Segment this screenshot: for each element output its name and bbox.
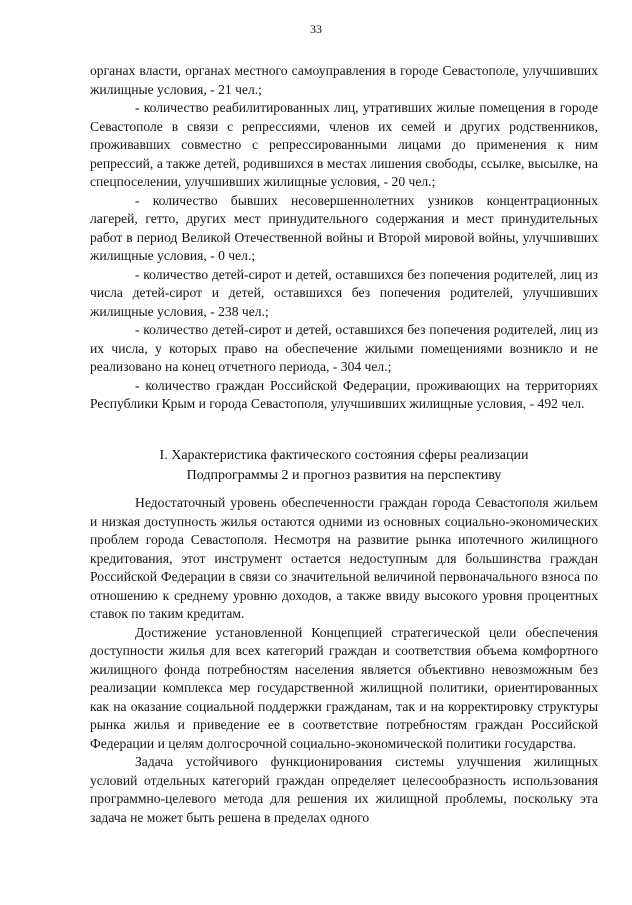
paragraph: Достижение установленной Концепцией стратегической цели обеспечения доступности жилья для всех категорий граждан и соответствия объема комфортного жилищного фонда потребностям населения является объективно невозможным без реализации комплекса мер государственной жилищной политики, ориентированных как на оказание социальной поддержки гражданам, так и на корректировку структуры рынка жилья и приведение ее в соответствие потребностям граждан Российской Федерации и целям долгосрочной социально-экономической политики государства.	[90, 624, 598, 751]
paragraph: Задача устойчивого функционирования системы улучшения жилищных условий отдельных категорий граждан определяет целесообразность использования программно-целевого метода для решения их жилищной проблемы, поскольку эта задача не может быть решена в пределах одного	[90, 754, 598, 825]
section-heading-line: Подпрограммы 2 и прогноз развития на перспективу	[186, 468, 502, 483]
list-item: - количество реабилитированных лиц, утративших жилые помещения в городе Севастополе в связи с репрессиями, членов их семей и других родственников, проживавших совместно с репрессированными лицами до применения к ним репрессий, а также детей, родившихся в местах лишения свободы, ссылке, высылке, на спецпоселении, улучшивших жилищные условия, - 20 чел.;	[90, 100, 598, 189]
list-item: - количество бывших несовершеннолетних узников концентрационных лагерей, гетто, других мест принудительного содержания и мест принудительных работ в период Великой Отечественной войны и Второй мировой войны, улучшивших жилищные условия, - 0 чел.;	[90, 192, 598, 263]
paragraph: Недостаточный уровень обеспеченности граждан города Севастополя жильем и низкая доступность жилья остаются одними из основных социально-экономических проблем города Севастополя. Несмотря на развитие рынка ипотечного жилищного кредитования, этот инструмент остается недоступным для большинства граждан Российской Федерации в связи со значительной величиной первоначального взноса по отношению к среднему уровню доходов, а также ввиду высокого уровня процентных ставок по таким кредитам.	[90, 495, 598, 621]
page-number: 33	[310, 22, 322, 36]
list-item: - количество граждан Российской Федерации, проживающих на территориях Республики Крым и города Севастополя, улучшивших жилищные условия, - 492 чел.	[90, 377, 598, 411]
section-heading-line: I. Характеристика фактического состояния сферы реализации	[159, 448, 529, 463]
body-block	[90, 494, 598, 827]
intro-block	[90, 62, 598, 414]
list-item: - количество детей-сирот и детей, оставшихся без попечения родителей, лиц из их числа, у которых право на обеспечение жилыми помещениями возникло и не реализовано на конец отчетного периода, - 304 чел.;	[90, 322, 598, 374]
list-item: - количество детей-сирот и детей, оставшихся без попечения родителей, лиц из числа детей-сирот и детей, оставшихся без попечения родителей, улучшивших жилищные условия, - 238 чел.;	[90, 266, 598, 319]
paragraph: органах власти, органах местного самоуправления в городе Севастополе, улучшивших жилищные условия, - 21 чел.;	[90, 63, 598, 97]
section-heading	[90, 446, 598, 486]
